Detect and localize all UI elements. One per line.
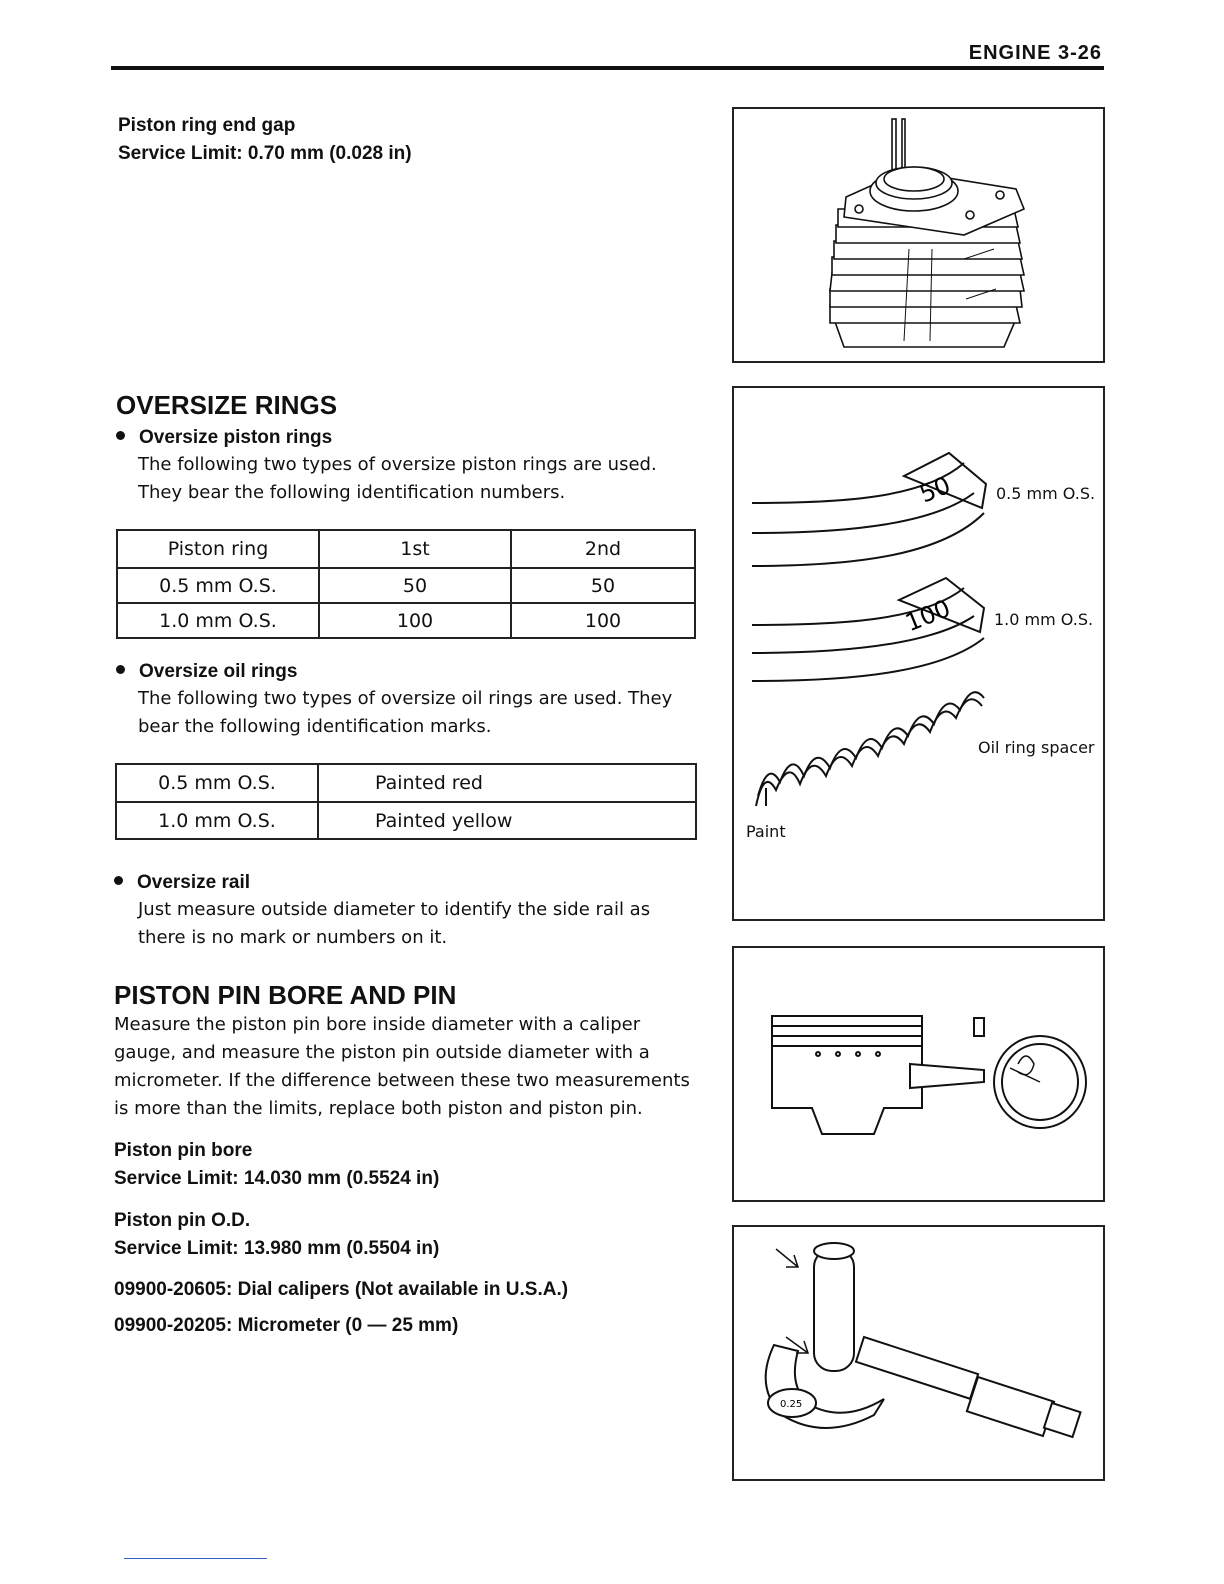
figure-pin-bore bbox=[732, 946, 1105, 1202]
text-line: there is no mark or numbers on it. bbox=[138, 927, 448, 948]
end-gap-block bbox=[118, 112, 412, 168]
oversize-heading: OVERSIZE RINGS bbox=[116, 390, 338, 420]
text-line: is more than the limits, replace both piston and piston pin. bbox=[114, 1098, 643, 1119]
table-cell: Painted red bbox=[318, 764, 696, 802]
text-line: The following two types of oversize piston rings are used. bbox=[138, 454, 657, 475]
table-row bbox=[117, 603, 695, 638]
table-cell: 50 bbox=[511, 568, 695, 603]
pin-bore-label: Piston pin bore bbox=[114, 1140, 253, 1161]
text-line: gauge, and measure the piston pin outside diameter with a bbox=[114, 1042, 650, 1063]
end-gap-label: Piston ring end gap bbox=[118, 115, 296, 136]
text-line: The following two types of oversize oil rings are used. They bbox=[138, 688, 673, 709]
ring-mark-100: 100 bbox=[901, 594, 955, 638]
piston-rings-section bbox=[116, 427, 700, 507]
oil-rings-section bbox=[116, 661, 700, 741]
tool-micrometer: 09900-20205: Micrometer (0 — 25 mm) bbox=[114, 1315, 459, 1336]
bullet-icon bbox=[116, 431, 125, 440]
bullet-icon bbox=[114, 876, 123, 885]
piston-rings-text bbox=[138, 451, 700, 507]
rail-section bbox=[114, 872, 698, 952]
text-line: micrometer. If the difference between these two measurements bbox=[114, 1070, 690, 1091]
label-oil-ring-spacer: Oil ring spacer bbox=[978, 738, 1095, 757]
pin-od-limit: Service Limit: 13.980 mm (0.5504 in) bbox=[114, 1238, 440, 1259]
footer-mark bbox=[124, 1558, 267, 1559]
pin-od-label: Piston pin O.D. bbox=[114, 1210, 251, 1231]
tool-dial-calipers: 09900-20605: Dial calipers (Not available in U.S.A.) bbox=[114, 1279, 569, 1300]
end-gap-limit: Service Limit: 0.70 mm (0.028 in) bbox=[118, 143, 412, 164]
text-line: They bear the following identification numbers. bbox=[138, 482, 566, 503]
table-header-cell: 1st bbox=[319, 530, 511, 568]
table-cell: 0.5 mm O.S. bbox=[116, 764, 318, 802]
oil-ring-table bbox=[115, 763, 697, 840]
table-row bbox=[117, 568, 695, 603]
label-05-os: 0.5 mm O.S. bbox=[996, 484, 1096, 503]
pin-text bbox=[114, 1011, 698, 1123]
table-cell: 100 bbox=[511, 603, 695, 638]
text-line: Just measure outside diameter to identify the side rail as bbox=[138, 899, 651, 920]
table-header-cell: Piston ring bbox=[117, 530, 319, 568]
pin-od-block bbox=[114, 1207, 439, 1263]
piston-ring-table bbox=[116, 529, 696, 639]
rail-text bbox=[138, 896, 698, 952]
table-cell: 1.0 mm O.S. bbox=[116, 802, 318, 839]
table-header-cell: 2nd bbox=[511, 530, 695, 568]
piston-caliper-illustration bbox=[734, 948, 1103, 1200]
figure-oversize-rings bbox=[732, 386, 1105, 921]
text-line: bear the following identification marks. bbox=[138, 716, 492, 737]
oversize-rings-illustration bbox=[734, 388, 1103, 919]
cylinder-illustration bbox=[734, 109, 1103, 361]
figure-cylinder bbox=[732, 107, 1105, 363]
table-row bbox=[116, 802, 696, 839]
micrometer-scale-label: 0.25 bbox=[780, 1399, 803, 1410]
table-cell: Painted yellow bbox=[318, 802, 696, 839]
ring-mark-50: 50 bbox=[915, 471, 955, 509]
oil-rings-text bbox=[138, 685, 700, 741]
bullet-icon bbox=[116, 665, 125, 674]
piston-pin bbox=[814, 1249, 854, 1371]
table-cell: 50 bbox=[319, 568, 511, 603]
table-cell: 100 bbox=[319, 603, 511, 638]
pin-heading: PISTON PIN BORE AND PIN bbox=[114, 980, 457, 1010]
pin-bore-limit: Service Limit: 14.030 mm (0.5524 in) bbox=[114, 1168, 440, 1189]
piston-rings-title: Oversize piston rings bbox=[139, 427, 333, 448]
table-row bbox=[117, 530, 695, 568]
rail-title: Oversize rail bbox=[137, 872, 251, 893]
arrow-icon bbox=[776, 1249, 798, 1267]
micrometer-illustration bbox=[734, 1227, 1103, 1479]
page-header: ENGINE 3-26 bbox=[968, 42, 1102, 64]
label-10-os: 1.0 mm O.S. bbox=[994, 610, 1094, 629]
figure-micrometer bbox=[732, 1225, 1105, 1481]
pin-bore-block bbox=[114, 1137, 439, 1193]
table-row bbox=[116, 764, 696, 802]
label-paint: Paint bbox=[746, 822, 786, 841]
oil-rings-title: Oversize oil rings bbox=[139, 661, 298, 682]
header-rule bbox=[111, 66, 1104, 70]
table-cell: 1.0 mm O.S. bbox=[117, 603, 319, 638]
table-cell: 0.5 mm O.S. bbox=[117, 568, 319, 603]
text-line: Measure the piston pin bore inside diameter with a caliper bbox=[114, 1014, 641, 1035]
